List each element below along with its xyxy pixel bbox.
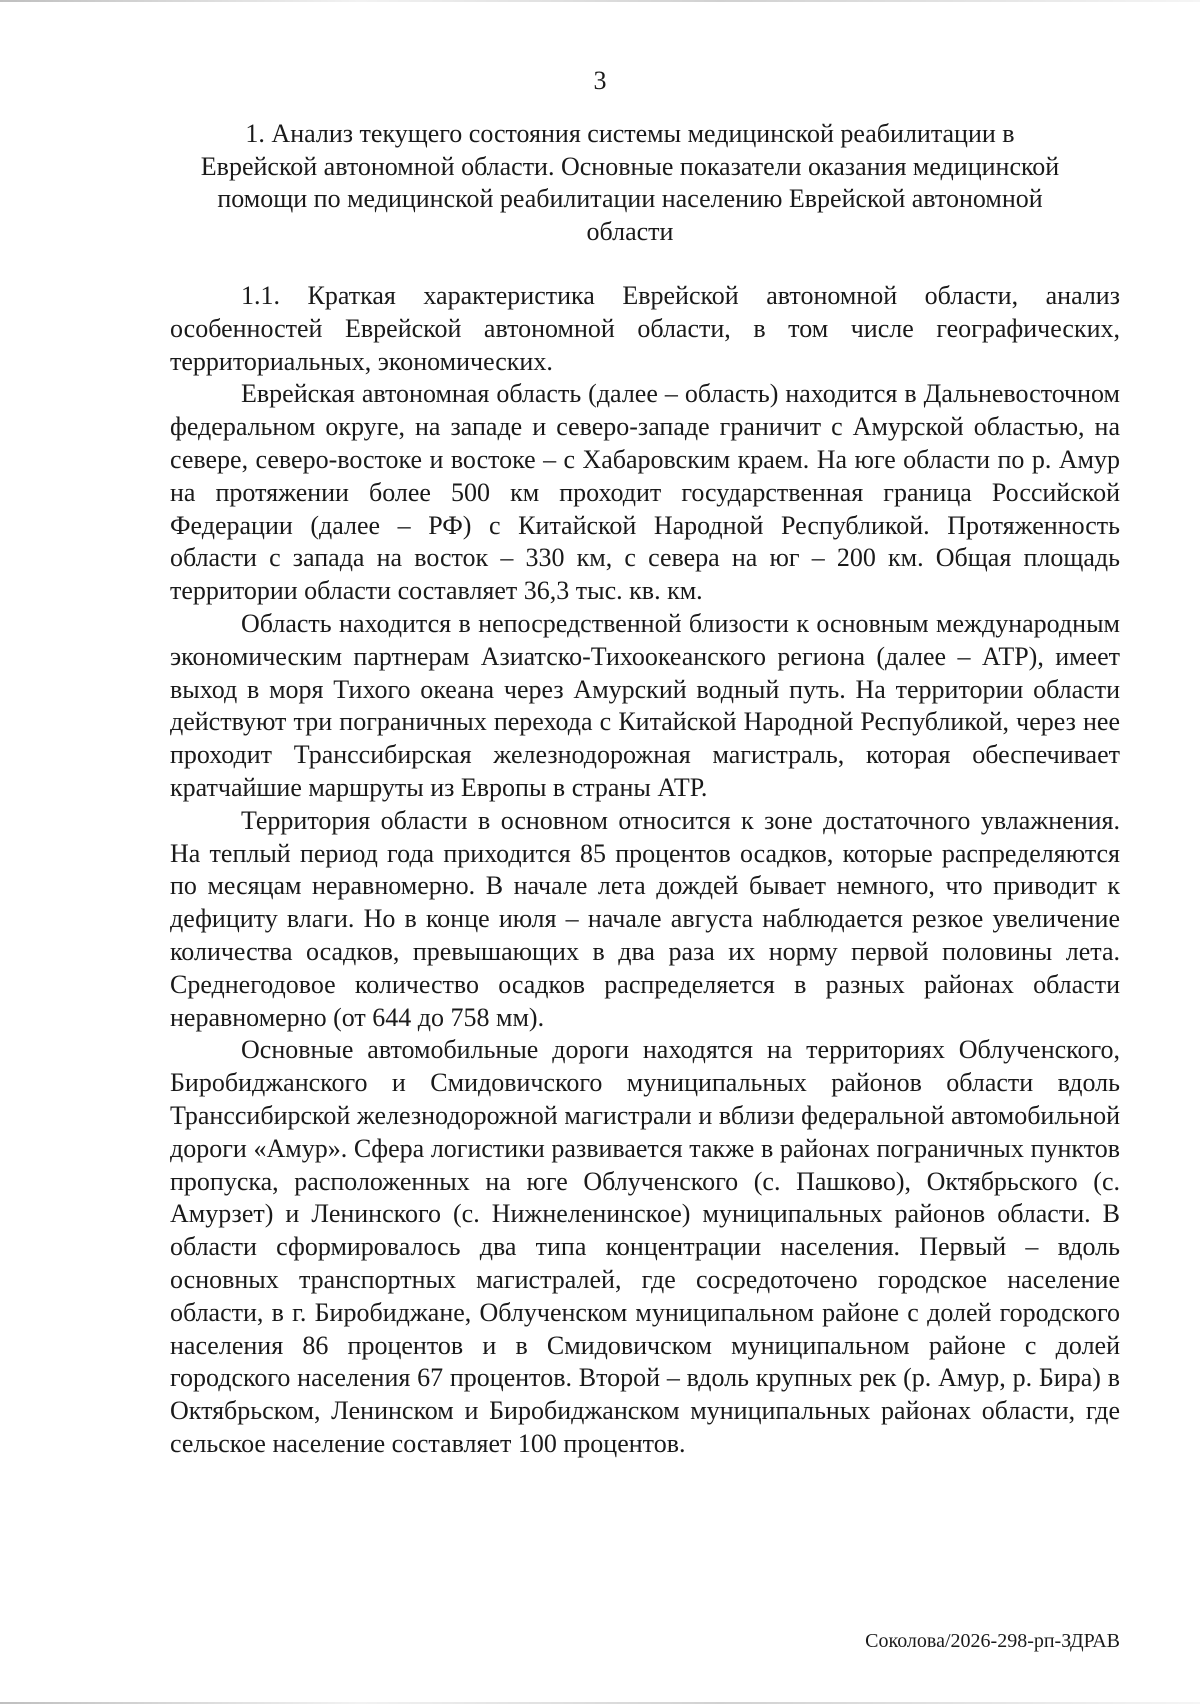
section-heading (190, 118, 1070, 248)
paragraph-climate: Территория области в основном относится к зоне достаточного увлажнения. На теплый период года приходится 85 процентов осадков, которые распределяются по месяцам неравномерно. В начале лета дождей бывает немного, что приводит к дефициту влаги. Но в конце июля – начале августа наблюдается резкое увеличение количества осадков, превышающих в два раза их норму первой половины лета. Среднегодовое количество осадков распределяется в разных районах области неравномерно (от 644 до 758 мм). (170, 805, 1120, 1032)
document-reference-code: Соколова/2026-298-рп-ЗДРАВ (865, 1630, 1120, 1652)
paragraph-economic-position: Область находится в непосредственной близости к основным международным экономическим партнерам Азиатско-Тихоокеанского региона (далее – АТР), имеет выход в моря Тихого океана через Амурский водный путь. На территории области действуют три пограничных перехода с Китайской Народной Республикой, через нее проходит Транссибирская железнодорожная магистраль, которая обеспечивает кратчайшие маршруты из Европы в страны АТР. (170, 608, 1120, 802)
heading-line: области (586, 216, 674, 246)
body-text (170, 280, 1120, 1461)
paragraph-subsection-title: 1.1. Краткая характеристика Еврейской автономной области, анализ особенностей Еврейской автономной области, в том числе географических, территориальных, экономических. (170, 281, 1120, 376)
paragraph-geography: Еврейская автономная область (далее – область) находится в Дальневосточном федеральном округе, на западе и северо-западе граничит с Амурской областью, на севере, северо-востоке и востоке – с Хабаровским краем. На юге области по р. Амур на протяжении более 500 км проходит государственная граница Российской Федерации (далее – РФ) с Китайской Народной Республикой. Протяженность области с запада на восток – 330 км, с севера на юг – 200 км. Общая площадь территории области составляет 36,3 тыс. кв. км. (170, 379, 1120, 606)
heading-line: Еврейской автономной области. Основные показатели оказания медицинской (200, 151, 1060, 181)
heading-line: 1. Анализ текущего состояния системы медицинской реабилитации в (245, 119, 1015, 148)
paragraph-roads-population: Основные автомобильные дороги находятся на территориях Облученского, Биробиджанского и Смидовичского муниципальных районов области вдоль Транссибирской железнодорожной магистрали и вблизи федеральной автомобильной дороги «Амур». Сфера логистики развивается также в районах пограничных пунктов пропуска, расположенных на юге Облученского (с. Пашково), Октябрьского (с. Амурзет) и Ленинского (с. Нижнеленинское) муниципальных районов области. В области сформировалось два типа концентрации населения. Первый – вдоль основных транспортных магистралей, где сосредоточено городское население области, в г. Биробиджане, Облученском муниципальном районе с долей городского населения 86 процентов и в Смидовичском муниципальном районе с долей городского населения 67 процентов. Второй – вдоль крупных рек (р. Амур, р. Бира) в Октябрьском, Ленинском и Биробиджанском муниципальных районах области, где сельское население составляет 100 процентов. (170, 1035, 1120, 1458)
scan-edge-top (0, 0, 1200, 2)
page-number: 3 (593, 66, 607, 95)
heading-line: помощи по медицинской реабилитации населению Еврейской автономной (217, 184, 1043, 213)
